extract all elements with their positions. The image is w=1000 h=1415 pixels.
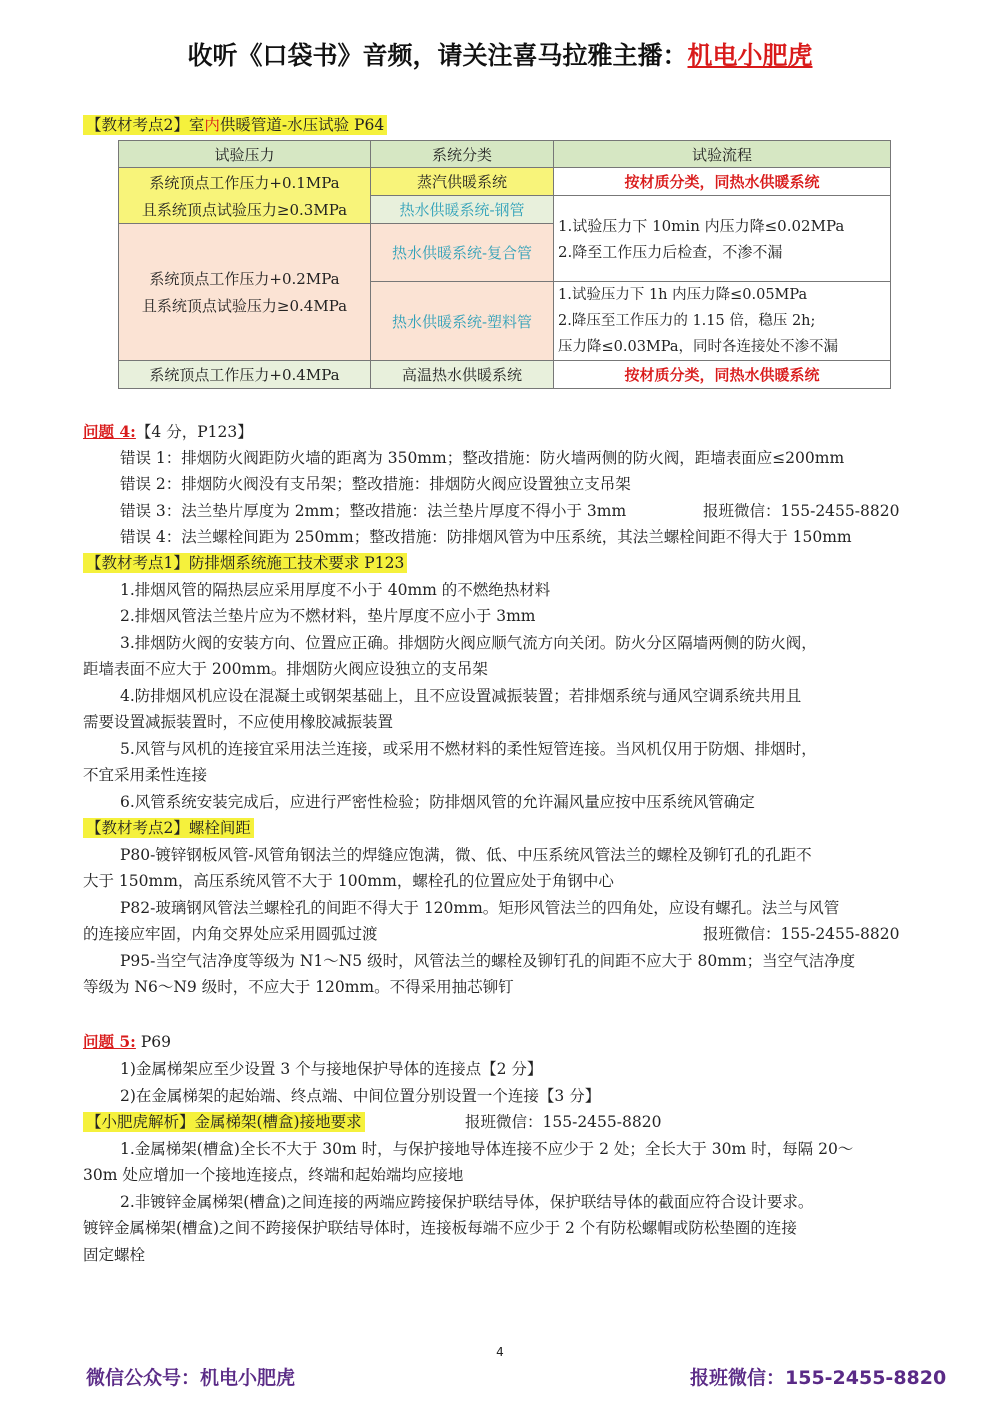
kp3-line: 1.金属梯架(槽盒)全长不大于 30m 时，与保护接地导体连接不应少于 2 处；全长大于 30m 时，每隔 20～ — [120, 1140, 854, 1158]
wechat-note: 报班微信：155-2455-8820 — [465, 1113, 662, 1131]
table-cell: 按材质分类，同热水供暖系统 — [554, 168, 891, 196]
kp1-line: 不宜采用柔性连接 — [83, 766, 208, 784]
page-number: 4 — [496, 1345, 504, 1359]
page-header — [0, 36, 1000, 72]
kp3-line: 固定螺栓 — [83, 1246, 146, 1264]
table-cell: 热水供暖系统-复合管 — [371, 224, 554, 282]
q4-line: 错误 1：排烟防火阀距防火墙的距离为 350mm；整改措施：防火墙两侧的防火阀，距墙表面应≤200mm — [120, 449, 845, 467]
table-header: 系统分类 — [371, 141, 554, 168]
q5-line: 2)在金属梯架的起始端、终点端、中间位置分别设置一个连接【3 分】 — [120, 1087, 601, 1105]
table-header: 试验流程 — [554, 141, 891, 168]
kp1-tag: 【教材考点1】防排烟系统施工技术要求 P123 — [83, 552, 407, 574]
table-cell: 系统顶点工作压力+0.2MPa 且系统顶点试验压力≥0.4MPa — [119, 224, 371, 361]
q5-title: 问题 5: P69 — [83, 1032, 171, 1051]
header-highlight: 机电小肥虎 — [687, 41, 813, 70]
kp1-line: 2.排烟风管法兰垫片应为不燃材料，垫片厚度不应小于 3mm — [120, 607, 536, 625]
kp3-line: 30m 处应增加一个接地连接点，终端和起始端均应接地 — [83, 1166, 464, 1184]
kp2-line: 大于 150mm，高压系统风管不大于 100mm，螺栓孔的位置应处于角钢中心 — [83, 872, 614, 890]
kp2-line: P80-镀锌钢板风管-风管角钢法兰的焊缝应饱满，微、低、中压系统风管法兰的螺栓及铆钉孔的孔距不 — [120, 846, 812, 864]
q4-line: 错误 4：法兰螺栓间距为 250mm；整改措施：防排烟风管为中压系统，其法兰螺栓间距不得大于 150mm — [120, 528, 852, 546]
q4-line: 错误 2：排烟防火阀没有支吊架；整改措施：排烟防火阀应设置独立支吊架 — [120, 475, 631, 493]
kp1-line: 3.排烟防火阀的安装方向、位置应正确。排烟防火阀应顺气流方向关闭。防火分区隔墙两侧的防火阀， — [120, 634, 817, 652]
kp2-line: P82-玻璃钢风管法兰螺栓孔的间距不得大于 120mm。矩形风管法兰的四角处，应设有螺孔。法兰与风管 — [120, 899, 840, 917]
kp2-line: P95-当空气洁净度等级为 N1～N5 级时，风管法兰的螺栓及铆钉孔的间距不应大于 80mm；当空气洁净度 — [120, 952, 856, 970]
wechat-note: 报班微信：155-2455-8820 — [703, 925, 900, 943]
kp3-line: 镀锌金属梯架(槽盒)之间不跨接保护联结导体时，连接板每端不应少于 2 个有防松螺帽或防松垫圈的连接 — [83, 1219, 797, 1237]
footer-left: 微信公众号：机电小肥虎 — [86, 1367, 296, 1389]
kp3-line: 2.非镀锌金属梯架(槽盒)之间连接的两端应跨接保护联结导体，保护联结导体的截面应符合设计要求。 — [120, 1193, 814, 1211]
kp1-line: 1.排烟风管的隔热层应采用厚度不小于 40mm 的不燃绝热材料 — [120, 581, 551, 599]
kp2-line: 的连接应牢固，内角交界处应采用圆弧过渡 — [83, 925, 378, 943]
kp2-line: 等级为 N6～N9 级时，不应大于 120mm。不得采用抽芯铆钉 — [83, 978, 514, 996]
wechat-note: 报班微信：155-2455-8820 — [703, 502, 900, 520]
kp1-line: 需要设置减振装置时，不应使用橡胶减振装置 — [83, 713, 394, 731]
kp1-line: 5.风管与风机的连接宜采用法兰连接，或采用不燃材料的柔性短管连接。当风机仅用于防烟、排烟时， — [120, 740, 817, 758]
header-text: 收听《口袋书》音频，请关注喜马拉雅主播： — [187, 41, 688, 70]
kp1-line: 距墙表面不应大于 200mm。排烟防火阀应设独立的支吊架 — [83, 660, 488, 678]
kp1-line: 6.风管系统安装完成后，应进行严密性检验；防排烟风管的允许漏风量应按中压系统风管确定 — [120, 793, 755, 811]
q4-title: 问题 4:【4 分，P123】 — [83, 422, 253, 441]
kp2-tag: 【教材考点2】螺栓间距 — [83, 817, 254, 839]
table-cell: 按材质分类，同热水供暖系统 — [554, 361, 891, 389]
pressure-test-table — [118, 140, 891, 389]
q5-line: 1)金属梯架应至少设置 3 个与接地保护导体的连接点【2 分】 — [120, 1060, 543, 1078]
table-cell: 热水供暖系统-钢管 — [371, 196, 554, 224]
table-cell: 1.试验压力下 1h 内压力降≤0.05MPa 2.降压至工作压力的 1.15 倍，稳压 2h; 压力降≤0.03MPa，同时各连接处不渗不漏 — [554, 282, 891, 361]
section1-tag: 【教材考点2】室内供暖管道-水压试验 P64 — [83, 114, 387, 136]
table-cell: 系统顶点工作压力+0.4MPa — [119, 361, 371, 389]
table-cell: 热水供暖系统-塑料管 — [371, 282, 554, 361]
kp1-line: 4.防排烟风机应设在混凝土或钢架基础上，且不应设置减振装置；若排烟系统与通风空调系统共用且 — [120, 687, 802, 705]
footer-right: 报班微信：155-2455-8820 — [690, 1367, 947, 1389]
table-cell: 1.试验压力下 10min 内压力降≤0.02MPa 2.降至工作压力后检查，不渗不漏 — [554, 196, 891, 282]
table-cell: 蒸汽供暖系统 — [371, 168, 554, 196]
table-cell: 系统顶点工作压力+0.1MPa 且系统顶点试验压力≥0.3MPa — [119, 168, 371, 224]
table-cell: 高温热水供暖系统 — [371, 361, 554, 389]
kp3-tag: 【小肥虎解析】金属梯架(槽盒)接地要求 — [83, 1111, 365, 1133]
table-header: 试验压力 — [119, 141, 371, 168]
q4-line: 错误 3：法兰垫片厚度为 2mm；整改措施：法兰垫片厚度不得小于 3mm — [120, 502, 627, 520]
